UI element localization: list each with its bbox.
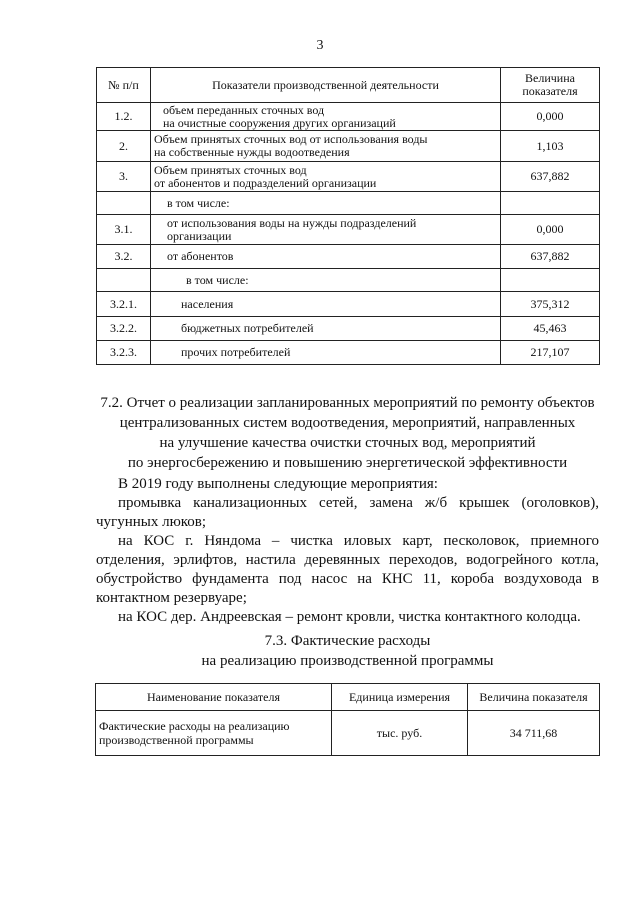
header-value-line1: Величина — [525, 71, 575, 85]
indicator-line: от использования воды на нужды подразделений — [167, 215, 417, 230]
expense-name — [96, 711, 332, 756]
paragraph: на КОС дер. Андреевская – ремонт кровли, чистка контактного колодца. — [118, 609, 581, 625]
row-value: 0,000 — [501, 103, 600, 131]
row-number: 3.2.1. — [97, 292, 151, 317]
row-indicator: от абонентов — [151, 245, 501, 269]
table-row — [97, 292, 600, 317]
row-indicator: населения — [151, 292, 501, 317]
row-number: 3.2. — [97, 245, 151, 269]
header-number: № п/п — [97, 68, 151, 103]
table-header-row — [97, 68, 600, 103]
row-number: 3.1. — [97, 215, 151, 245]
header-unit: Единица измерения — [332, 684, 468, 711]
row-indicator: бюджетных потребителей — [151, 317, 501, 341]
row-value: 45,463 — [501, 317, 600, 341]
header-name: Наименование показателя — [96, 684, 332, 711]
row-number: 3. — [97, 162, 151, 192]
header-value-line2: показателя — [522, 84, 578, 98]
activities-text — [96, 475, 599, 627]
table-row — [97, 162, 600, 192]
page-number: 3 — [316, 38, 324, 53]
section-7-2-heading — [96, 393, 599, 473]
paragraph: на КОС г. Няндома – чистка иловых карт, песколовок, приемного отделения, эрлифтов, настила деревянных переходов, водогрейного котла, обустройство фундамента под насос на КНС 11, короба воздуховода в контактном резервуаре; — [96, 533, 599, 606]
table-header-row — [96, 684, 600, 711]
production-indicators-table — [96, 67, 600, 365]
row-value: 637,882 — [501, 245, 600, 269]
expense-value: 34 711,68 — [468, 711, 600, 756]
table-row — [97, 103, 600, 131]
row-indicator — [151, 131, 501, 162]
row-indicator: в том числе: — [151, 269, 501, 292]
table-row — [97, 245, 600, 269]
actual-expenses-table — [95, 683, 600, 756]
row-number: 2. — [97, 131, 151, 162]
paragraph: В 2019 году выполнены следующие мероприятия: — [118, 476, 438, 492]
heading-line: централизованных систем водоотведения, мероприятий, направленных — [119, 415, 576, 431]
section-7-3-heading — [96, 631, 599, 671]
row-number — [97, 269, 151, 292]
heading-line: 7.2. Отчет о реализации запланированных мероприятий по ремонту объектов — [100, 395, 595, 411]
table-row — [97, 131, 600, 162]
row-value — [501, 269, 600, 292]
row-value: 217,107 — [501, 341, 600, 365]
row-indicator — [151, 162, 501, 192]
table-row — [97, 317, 600, 341]
indicator-line: объем переданных сточных вод — [163, 102, 325, 117]
row-indicator — [151, 103, 501, 131]
row-value: 375,312 — [501, 292, 600, 317]
indicator-line: организации — [167, 228, 232, 243]
header-indicator: Показатели производственной деятельности — [151, 68, 501, 103]
row-number: 1.2. — [97, 103, 151, 131]
row-value: 0,000 — [501, 215, 600, 245]
table-row — [97, 192, 600, 215]
row-number: 3.2.2. — [97, 317, 151, 341]
table-row — [97, 269, 600, 292]
row-value: 637,882 — [501, 162, 600, 192]
table-row — [97, 215, 600, 245]
indicator-line: на собственные нужды водоотведения — [154, 145, 350, 159]
row-number: 3.2.3. — [97, 341, 151, 365]
name-line: Фактические расходы на реализацию — [99, 719, 290, 733]
heading-line: по энергосбережению и повышению энергетической эффективности — [127, 455, 568, 471]
table-row — [97, 341, 600, 365]
row-indicator: прочих потребителей — [151, 341, 501, 365]
row-value: 1,103 — [501, 131, 600, 162]
row-value — [501, 192, 600, 215]
row-number — [97, 192, 151, 215]
table-row — [96, 711, 600, 756]
indicator-line: на очистные сооружения других организаций — [163, 115, 396, 130]
paragraph: промывка канализационных сетей, замена ж/б крышек (оголовков), чугунных люков; — [96, 495, 599, 530]
indicator-line: от абонентов и подразделений организации — [154, 175, 377, 190]
expense-unit: тыс. руб. — [332, 711, 468, 756]
indicator-line: Объем принятых сточных вод — [154, 162, 307, 177]
name-line: производственной программы — [99, 733, 254, 747]
heading-line: на реализацию производственной программы — [201, 653, 494, 669]
heading-line: 7.3. Фактические расходы — [264, 633, 431, 649]
row-indicator — [151, 215, 501, 245]
indicator-line: Объем принятых сточных вод от использования воды — [154, 132, 428, 146]
header-value — [501, 68, 600, 103]
header-value: Величина показателя — [468, 684, 600, 711]
heading-line: на улучшение качества очистки сточных вод, мероприятий — [159, 435, 536, 451]
row-indicator: в том числе: — [151, 192, 501, 215]
